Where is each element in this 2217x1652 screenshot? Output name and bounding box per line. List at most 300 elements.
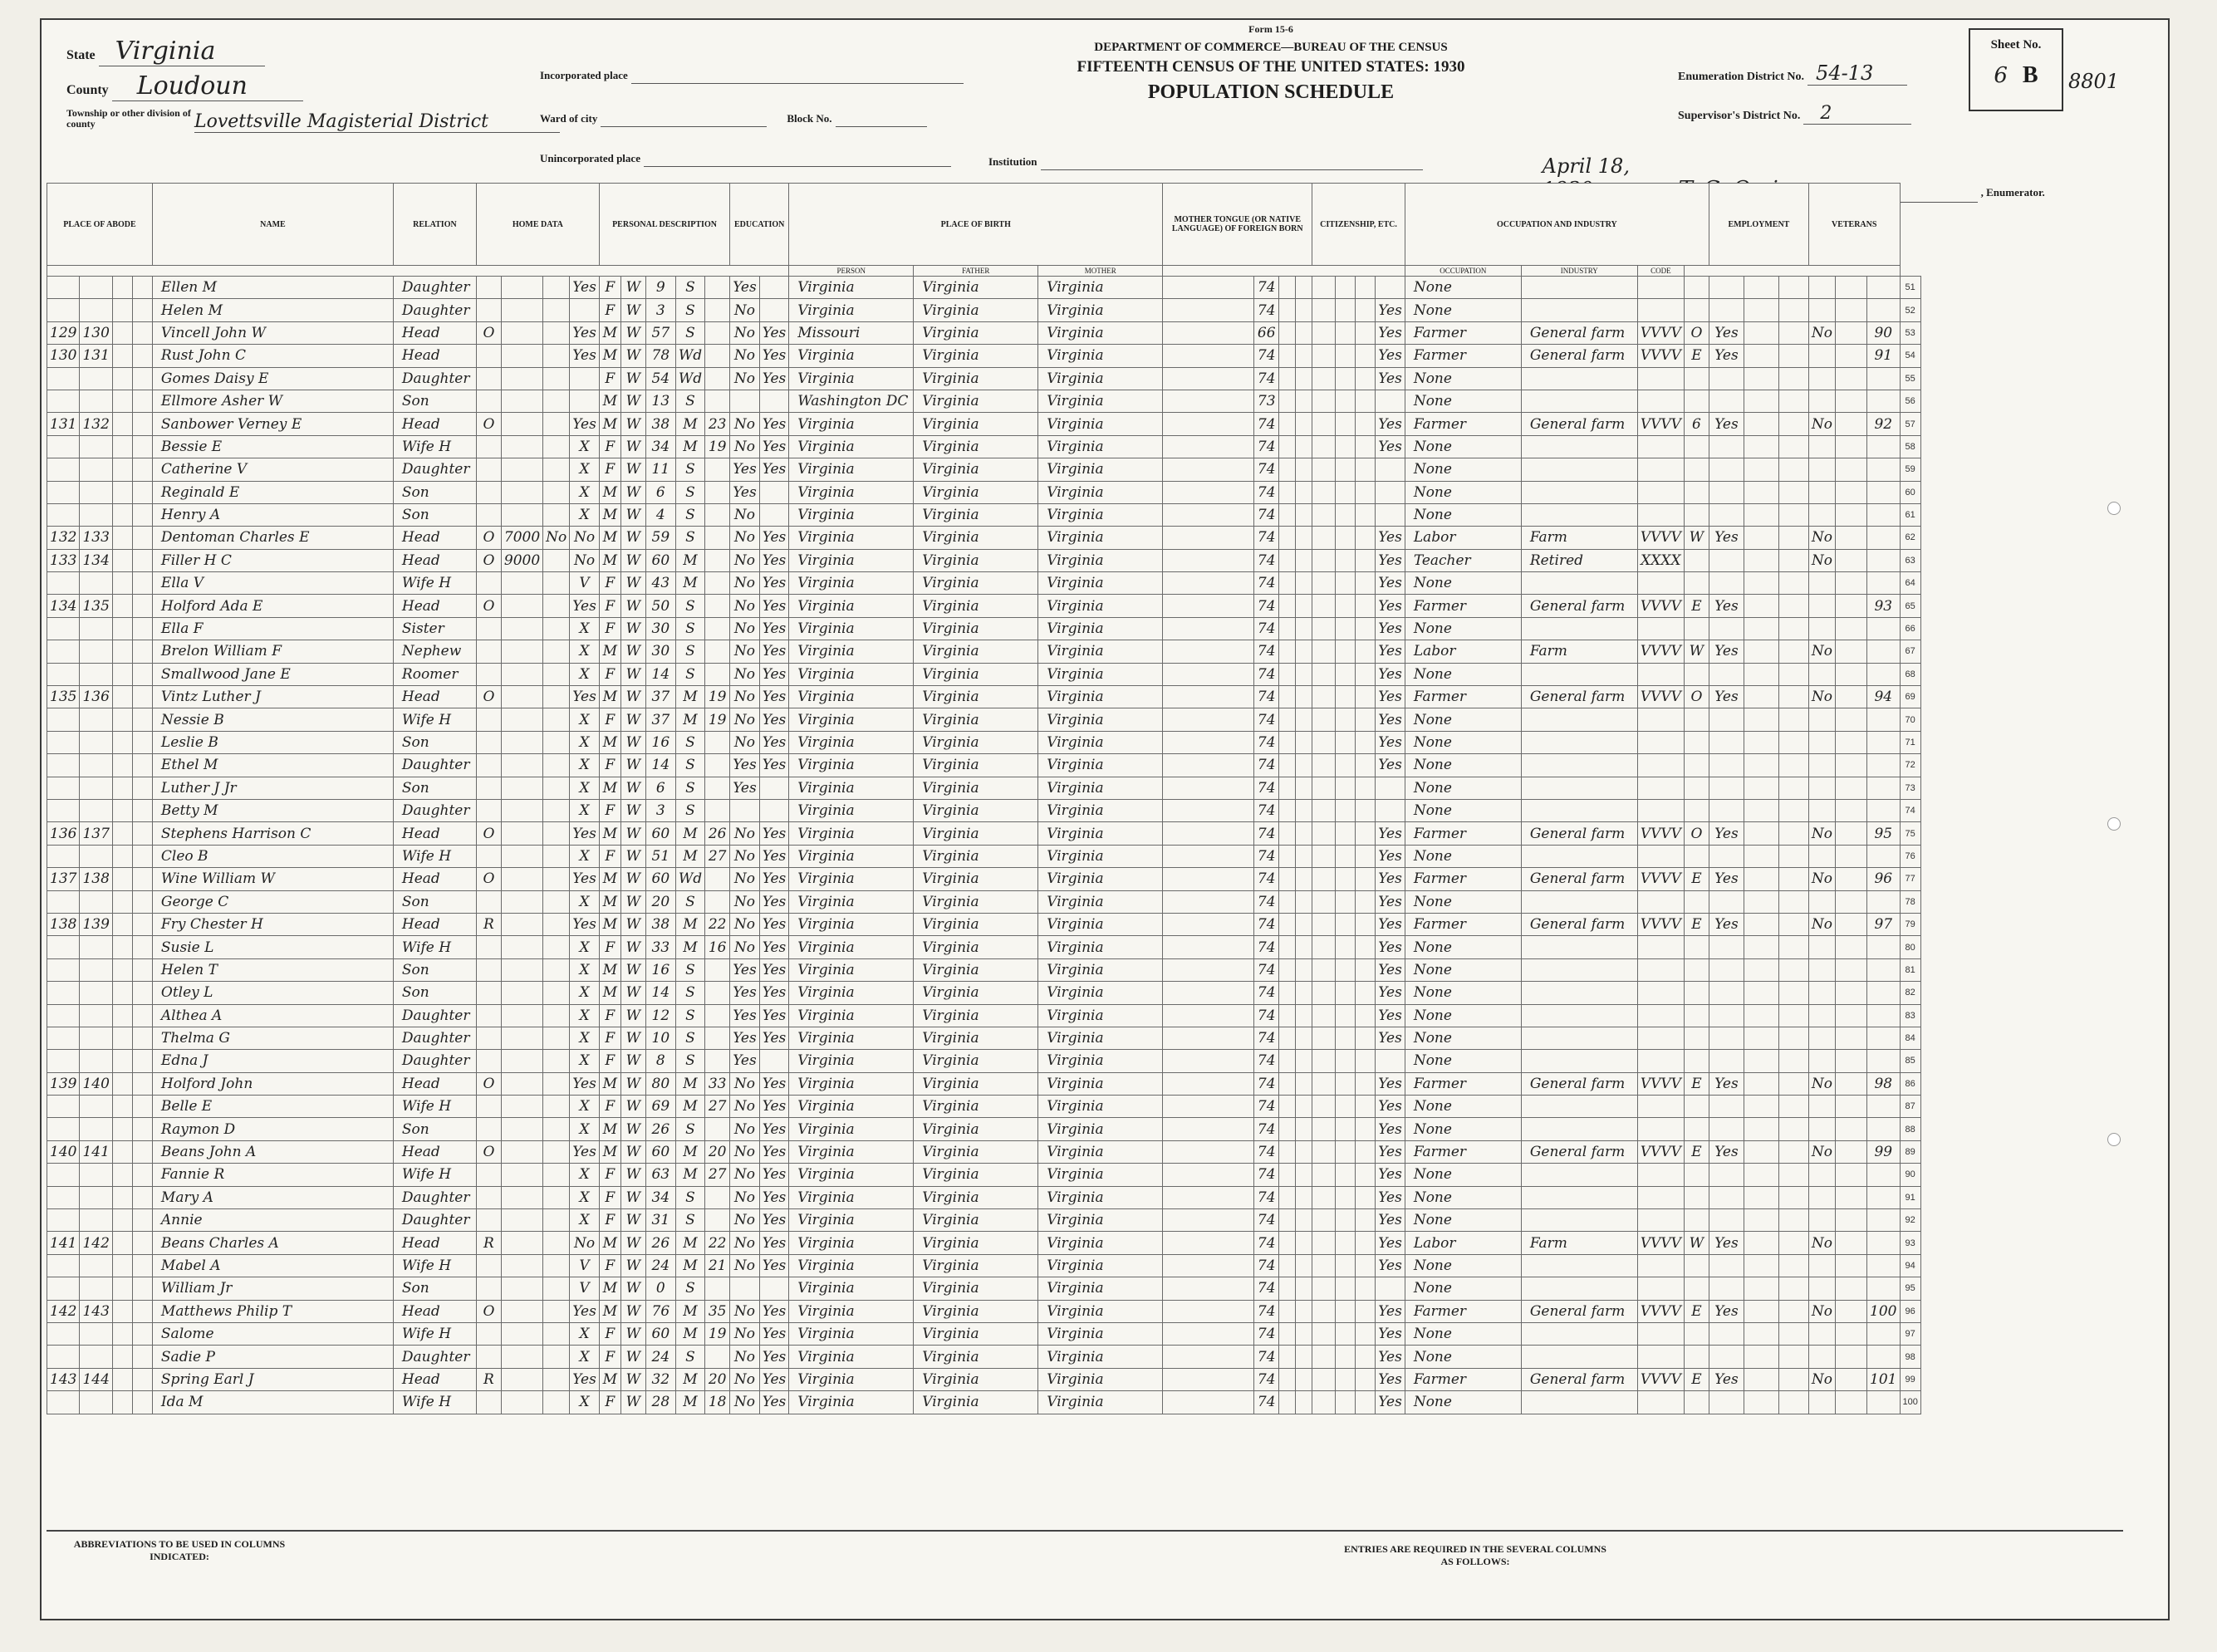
home-value [501, 1391, 542, 1414]
birth-code: 74 [1254, 299, 1279, 321]
table-row [47, 617, 1921, 640]
birthplace: Virginia [789, 777, 914, 799]
occupation-code: VVVV [1637, 413, 1684, 435]
occupation-code: VVVV [1637, 913, 1684, 935]
occupation-code: VVVV [1637, 822, 1684, 845]
attended-school: Yes [730, 754, 760, 777]
home-value [501, 731, 542, 753]
unemployment-line [1744, 277, 1778, 299]
home-value [501, 345, 542, 367]
marital-status: M [675, 1368, 704, 1390]
industry: General farm [1521, 1368, 1637, 1390]
war [1808, 1050, 1835, 1072]
class-of-worker [1684, 1346, 1709, 1368]
home-value [501, 299, 542, 321]
person-name: Raymon D [152, 1118, 393, 1140]
naturalization [1336, 1140, 1356, 1163]
table-row [47, 731, 1921, 753]
can-read [759, 503, 789, 526]
race: W [620, 731, 645, 753]
employed [1709, 390, 1744, 412]
speaks-english: Yes [1376, 527, 1405, 549]
institution-field [988, 154, 1423, 170]
occupation: None [1405, 1164, 1521, 1186]
veteran [1778, 367, 1808, 390]
radio-set [543, 413, 570, 435]
occupation-code [1637, 390, 1684, 412]
dwelling-number [47, 481, 80, 503]
industry [1521, 1322, 1637, 1345]
can-read: Yes [759, 345, 789, 367]
war-col [1836, 913, 1867, 935]
alien [1356, 822, 1376, 845]
immigration-year [1312, 1027, 1336, 1049]
can-read: Yes [759, 1322, 789, 1345]
father-birthplace: Virginia [914, 1186, 1038, 1208]
family-number [80, 1346, 112, 1368]
age: 31 [645, 1209, 675, 1232]
relation: Head [393, 913, 476, 935]
birthplace: Virginia [789, 595, 914, 617]
attended-school: No [730, 1164, 760, 1186]
line-number: 94 [1900, 1254, 1920, 1277]
relation: Daughter [393, 1186, 476, 1208]
immigration-year [1312, 799, 1336, 821]
birth-code: 74 [1254, 527, 1279, 549]
sex: F [599, 435, 620, 458]
father-birthplace: Virginia [914, 321, 1038, 344]
race: W [620, 1346, 645, 1368]
age-at-marriage: 26 [705, 822, 730, 845]
mother-birthplace: Virginia [1038, 868, 1163, 890]
line-number: 76 [1900, 845, 1920, 867]
mother-birthplace: Virginia [1038, 982, 1163, 1004]
attended-school: No [730, 1322, 760, 1345]
unemployment-line [1744, 572, 1778, 595]
race: W [620, 754, 645, 777]
age: 14 [645, 663, 675, 685]
code-b [1279, 958, 1296, 981]
person-name: William Jr [152, 1277, 393, 1300]
mother-tongue [1163, 890, 1254, 913]
attended-school: No [730, 1118, 760, 1140]
farm-schedule-number [1867, 958, 1900, 981]
on-farm: X [570, 936, 600, 958]
family-number [80, 503, 112, 526]
subheader-mother: MOTHER [1038, 266, 1163, 277]
radio-set [543, 640, 570, 663]
sex: F [599, 458, 620, 481]
home-value [501, 572, 542, 595]
veteran [1778, 572, 1808, 595]
father-birthplace: Virginia [914, 1368, 1038, 1390]
alien [1356, 299, 1376, 321]
mother-tongue [1163, 1050, 1254, 1072]
code-c [1296, 299, 1312, 321]
race: W [620, 277, 645, 299]
class-of-worker [1684, 1209, 1709, 1232]
relation: Daughter [393, 277, 476, 299]
table-row [47, 1118, 1921, 1140]
person-name: Spring Earl J [152, 1368, 393, 1390]
can-read: Yes [759, 663, 789, 685]
race: W [620, 686, 645, 708]
industry [1521, 1050, 1637, 1072]
veteran [1778, 527, 1808, 549]
sex: F [599, 936, 620, 958]
employed [1709, 458, 1744, 481]
visit-col [112, 663, 132, 685]
home-owned [476, 982, 501, 1004]
attended-school: No [730, 299, 760, 321]
immigration-year [1312, 1118, 1336, 1140]
industry [1521, 299, 1637, 321]
birthplace: Virginia [789, 1050, 914, 1072]
code-c [1296, 777, 1312, 799]
line-number: 97 [1900, 1322, 1920, 1345]
veteran [1778, 277, 1808, 299]
farm-schedule-number: 101 [1867, 1368, 1900, 1390]
employed [1709, 1050, 1744, 1072]
race: W [620, 708, 645, 731]
sex: F [599, 1096, 620, 1118]
attended-school: No [730, 640, 760, 663]
farm-schedule-number: 98 [1867, 1072, 1900, 1095]
class-of-worker: E [1684, 913, 1709, 935]
code-c [1296, 617, 1312, 640]
can-read: Yes [759, 1391, 789, 1414]
person-name: Henry A [152, 503, 393, 526]
employed [1709, 1164, 1744, 1186]
immigration-year [1312, 617, 1336, 640]
veteran [1778, 435, 1808, 458]
relation: Son [393, 890, 476, 913]
employed [1709, 731, 1744, 753]
occupation-code: VVVV [1637, 595, 1684, 617]
relation: Wife H [393, 1096, 476, 1118]
on-farm: X [570, 708, 600, 731]
immigration-year [1312, 413, 1336, 435]
race: W [620, 890, 645, 913]
relation: Wife H [393, 708, 476, 731]
code-c [1296, 868, 1312, 890]
attended-school: Yes [730, 277, 760, 299]
state-field [66, 37, 265, 66]
veteran [1778, 936, 1808, 958]
speaks-english: Yes [1376, 958, 1405, 981]
attended-school: No [730, 435, 760, 458]
mother-birthplace: Virginia [1038, 1186, 1163, 1208]
enum-district-value: 54-13 [1807, 61, 1907, 86]
table-row [47, 913, 1921, 935]
home-owned: O [476, 1072, 501, 1095]
race: W [620, 1209, 645, 1232]
naturalization [1336, 1300, 1356, 1322]
marital-status: S [675, 617, 704, 640]
line-number: 84 [1900, 1027, 1920, 1049]
punch-hole [2107, 817, 2121, 831]
marital-status: M [675, 1391, 704, 1414]
attended-school: Yes [730, 1004, 760, 1027]
farm-schedule-number [1867, 1254, 1900, 1277]
war [1808, 1254, 1835, 1277]
unemployment-line [1744, 663, 1778, 685]
code-c [1296, 1050, 1312, 1072]
alien [1356, 1118, 1376, 1140]
code-c [1296, 1368, 1312, 1390]
veteran [1778, 390, 1808, 412]
class-of-worker [1684, 754, 1709, 777]
on-farm: X [570, 1050, 600, 1072]
home-owned [476, 845, 501, 867]
class-of-worker [1684, 663, 1709, 685]
visit-col [112, 1346, 132, 1368]
on-farm: Yes [570, 1300, 600, 1322]
farm-schedule-number: 100 [1867, 1300, 1900, 1322]
father-birthplace: Virginia [914, 1072, 1038, 1095]
family-number: 132 [80, 413, 112, 435]
race: W [620, 868, 645, 890]
home-owned [476, 458, 501, 481]
family-number [80, 1004, 112, 1027]
code-c [1296, 413, 1312, 435]
radio-set [543, 1004, 570, 1027]
farm-col [132, 1254, 152, 1277]
farm-col [132, 1140, 152, 1163]
person-name: Bessie E [152, 435, 393, 458]
father-birthplace: Virginia [914, 1118, 1038, 1140]
alien [1356, 868, 1376, 890]
on-farm: X [570, 799, 600, 821]
attended-school: No [730, 868, 760, 890]
mother-tongue [1163, 640, 1254, 663]
can-read: Yes [759, 936, 789, 958]
occupation-code [1637, 367, 1684, 390]
father-birthplace: Virginia [914, 413, 1038, 435]
employed [1709, 1118, 1744, 1140]
mother-birthplace: Virginia [1038, 481, 1163, 503]
unemployment-line [1744, 845, 1778, 867]
class-of-worker: W [1684, 640, 1709, 663]
visit-col [112, 913, 132, 935]
mother-tongue [1163, 1072, 1254, 1095]
age-at-marriage: 35 [705, 1300, 730, 1322]
alien [1356, 1322, 1376, 1345]
alien [1356, 708, 1376, 731]
person-name: Beans John A [152, 1140, 393, 1163]
attended-school: No [730, 731, 760, 753]
marital-status: M [675, 1096, 704, 1118]
relation: Wife H [393, 1322, 476, 1345]
class-of-worker [1684, 936, 1709, 958]
home-value [501, 435, 542, 458]
on-farm: Yes [570, 1368, 600, 1390]
home-value [501, 754, 542, 777]
speaks-english: Yes [1376, 868, 1405, 890]
person-name: Susie L [152, 936, 393, 958]
home-owned [476, 503, 501, 526]
radio-set [543, 1027, 570, 1049]
naturalization [1336, 640, 1356, 663]
age-at-marriage [705, 299, 730, 321]
line-number: 63 [1900, 549, 1920, 571]
birthplace: Virginia [789, 731, 914, 753]
person-name: Ella V [152, 572, 393, 595]
age: 26 [645, 1118, 675, 1140]
marital-status: S [675, 503, 704, 526]
speaks-english [1376, 458, 1405, 481]
radio-set [543, 458, 570, 481]
birthplace: Virginia [789, 936, 914, 958]
relation: Head [393, 549, 476, 571]
farm-col [132, 958, 152, 981]
class-of-worker [1684, 549, 1709, 571]
birthplace: Virginia [789, 1368, 914, 1390]
immigration-year [1312, 845, 1336, 867]
marital-status: M [675, 1232, 704, 1254]
marital-status: S [675, 663, 704, 685]
race: W [620, 299, 645, 321]
occupation-code [1637, 1118, 1684, 1140]
family-number [80, 1027, 112, 1049]
home-value [501, 367, 542, 390]
attended-school: No [730, 345, 760, 367]
employed [1709, 1391, 1744, 1414]
can-read: Yes [759, 617, 789, 640]
employed: Yes [1709, 822, 1744, 845]
dwelling-number [47, 277, 80, 299]
line-number: 59 [1900, 458, 1920, 481]
dwelling-number [47, 1391, 80, 1414]
father-birthplace: Virginia [914, 640, 1038, 663]
radio-set [543, 572, 570, 595]
alien [1356, 1186, 1376, 1208]
home-owned [476, 777, 501, 799]
on-farm: No [570, 549, 600, 571]
relation: Daughter [393, 1209, 476, 1232]
page-stamp: 8801 [2068, 70, 2120, 93]
family-number: 141 [80, 1140, 112, 1163]
war-col [1836, 367, 1867, 390]
birth-code: 74 [1254, 868, 1279, 890]
dwelling-number [47, 572, 80, 595]
age: 60 [645, 1140, 675, 1163]
marital-status: S [675, 299, 704, 321]
naturalization [1336, 799, 1356, 821]
employed [1709, 1027, 1744, 1049]
relation: Head [393, 822, 476, 845]
mother-tongue [1163, 1368, 1254, 1390]
father-birthplace: Virginia [914, 1346, 1038, 1368]
relation: Wife H [393, 435, 476, 458]
unemployment-line [1744, 1118, 1778, 1140]
farm-schedule-number: 90 [1867, 321, 1900, 344]
sex: F [599, 1164, 620, 1186]
sex: M [599, 777, 620, 799]
radio-set [543, 1391, 570, 1414]
birthplace: Missouri [789, 321, 914, 344]
home-value [501, 1209, 542, 1232]
occupation-code: VVVV [1637, 345, 1684, 367]
naturalization [1336, 595, 1356, 617]
header-employment: EMPLOYMENT [1709, 184, 1808, 266]
industry: Farm [1521, 640, 1637, 663]
farm-col [132, 1209, 152, 1232]
speaks-english [1376, 777, 1405, 799]
birthplace: Virginia [789, 1254, 914, 1277]
relation: Head [393, 1140, 476, 1163]
age-at-marriage [705, 1277, 730, 1300]
veteran [1778, 1254, 1808, 1277]
birth-code: 74 [1254, 617, 1279, 640]
table-row [47, 1186, 1921, 1208]
industry [1521, 708, 1637, 731]
unemployment-line [1744, 1254, 1778, 1277]
employed [1709, 503, 1744, 526]
naturalization [1336, 390, 1356, 412]
age-at-marriage [705, 958, 730, 981]
relation: Daughter [393, 1027, 476, 1049]
farm-col [132, 390, 152, 412]
unemployment-line [1744, 435, 1778, 458]
mother-tongue [1163, 731, 1254, 753]
veteran [1778, 958, 1808, 981]
farm-col [132, 1164, 152, 1186]
enum-district-field [1678, 61, 1907, 86]
mother-birthplace: Virginia [1038, 1209, 1163, 1232]
alien [1356, 913, 1376, 935]
occupation-code [1637, 1346, 1684, 1368]
can-read: Yes [759, 1140, 789, 1163]
age-at-marriage [705, 1118, 730, 1140]
code-c [1296, 435, 1312, 458]
sex: F [599, 277, 620, 299]
farm-col [132, 1118, 152, 1140]
dwelling-number [47, 936, 80, 958]
industry [1521, 277, 1637, 299]
birthplace: Virginia [789, 435, 914, 458]
home-value [501, 1368, 542, 1390]
war-col [1836, 527, 1867, 549]
attended-school: No [730, 1254, 760, 1277]
age-at-marriage [705, 731, 730, 753]
age: 34 [645, 435, 675, 458]
birth-code: 74 [1254, 936, 1279, 958]
war [1808, 777, 1835, 799]
visit-col [112, 458, 132, 481]
mother-tongue [1163, 777, 1254, 799]
farm-col [132, 595, 152, 617]
birth-code: 74 [1254, 890, 1279, 913]
immigration-year [1312, 1096, 1336, 1118]
can-read [759, 277, 789, 299]
dwelling-number [47, 845, 80, 867]
father-birthplace: Virginia [914, 1277, 1038, 1300]
home-owned [476, 1027, 501, 1049]
dwelling-number [47, 890, 80, 913]
class-of-worker [1684, 1322, 1709, 1345]
birth-code: 74 [1254, 845, 1279, 867]
dwelling-number [47, 390, 80, 412]
mother-birthplace: Virginia [1038, 799, 1163, 821]
naturalization [1336, 890, 1356, 913]
age: 59 [645, 527, 675, 549]
visit-col [112, 1186, 132, 1208]
farm-schedule-number [1867, 367, 1900, 390]
farm-col [132, 1004, 152, 1027]
industry [1521, 617, 1637, 640]
age-at-marriage: 22 [705, 913, 730, 935]
